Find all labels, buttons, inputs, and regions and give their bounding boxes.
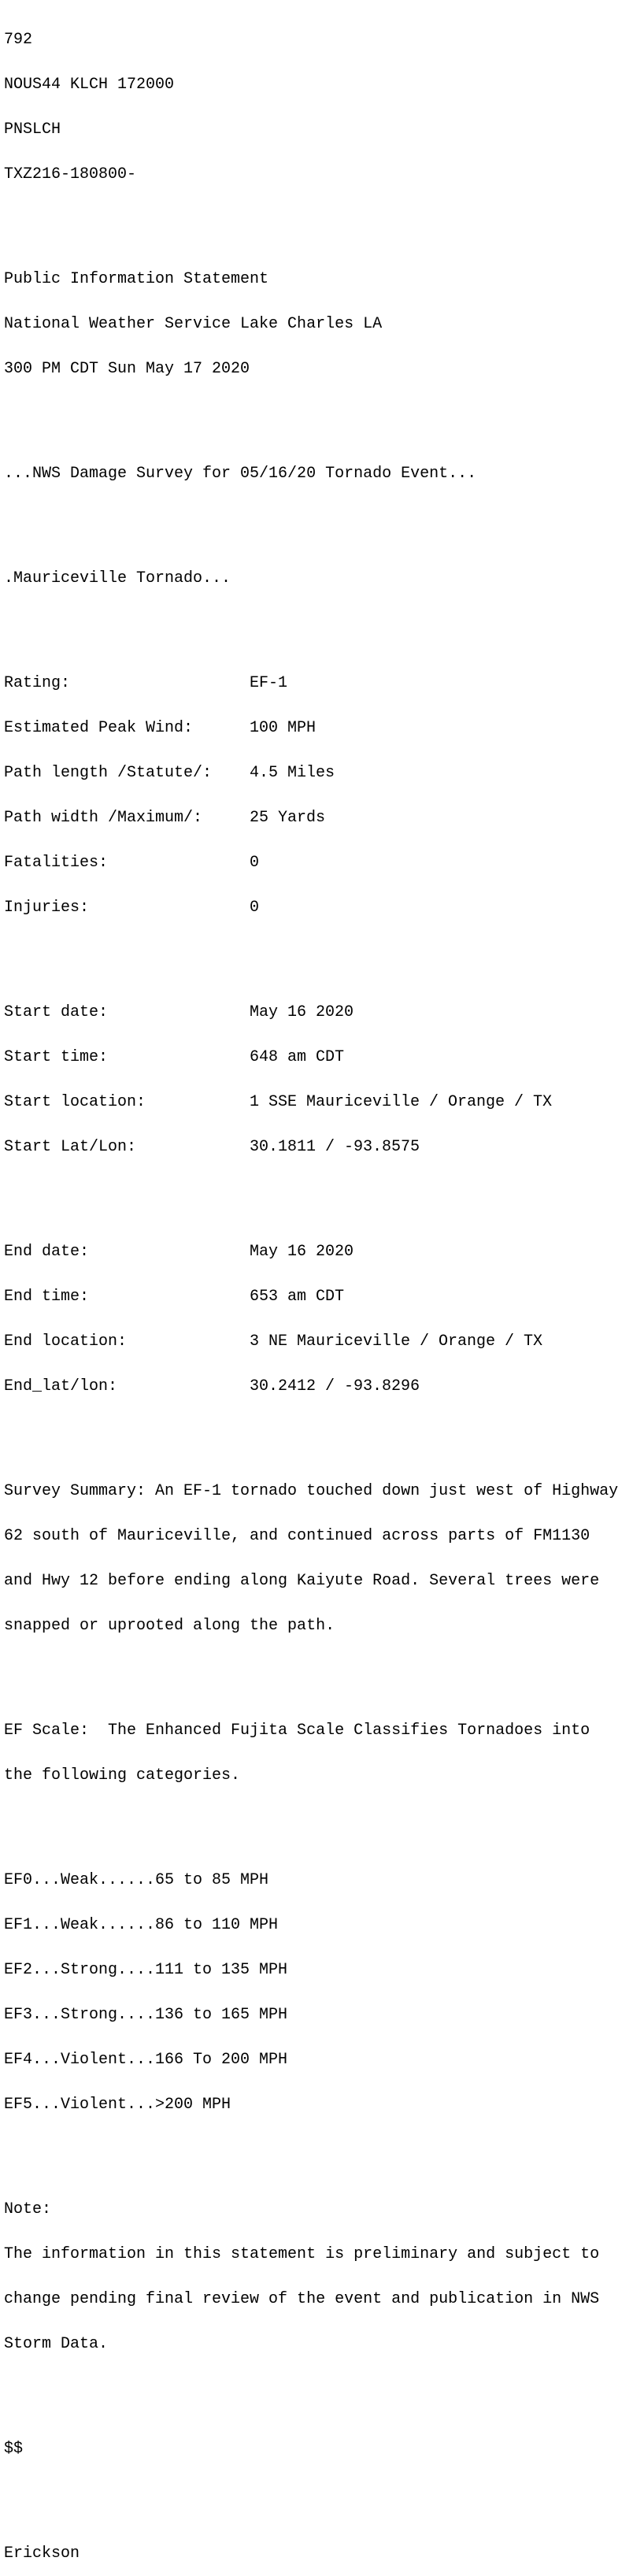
start-date-value: May 16 2020 [250, 1003, 354, 1021]
path-length-value: 4.5 Miles [250, 764, 335, 782]
header-line: PNSLCH [4, 120, 61, 139]
end-location-row [4, 1334, 618, 1349]
blank-line [4, 212, 618, 227]
fatalities-value: 0 [250, 854, 260, 872]
start-location-row [4, 1095, 618, 1110]
end-latlon-value: 30.2412 / -93.8296 [250, 1377, 420, 1395]
ef-scale-intro-line: EF Scale: The Enhanced Fujita Scale Classifies Tornadoes into [4, 1722, 591, 1740]
start-latlon-label: Start Lat/Lon: [4, 1138, 137, 1156]
ef-category-line: EF3...Strong....136 to 165 MPH [4, 2006, 288, 2024]
blank-line [4, 1813, 618, 1828]
rating-value: EF-1 [250, 674, 288, 692]
end-date-value: May 16 2020 [250, 1243, 354, 1261]
product-terminator: $$ [4, 2440, 24, 2458]
blank-line [4, 945, 618, 960]
header-line: 792 [4, 31, 33, 49]
nws-statement-document [4, 2, 618, 2576]
note-heading: Note: [4, 2200, 52, 2218]
blank-line [4, 2486, 618, 2501]
end-time-label: End time: [4, 1288, 90, 1306]
injuries-row [4, 900, 618, 915]
statement-title: Public Information Statement [4, 270, 269, 288]
injuries-label: Injuries: [4, 899, 90, 917]
blank-line [4, 616, 618, 631]
survey-heading: ...NWS Damage Survey for 05/16/20 Tornado Event... [4, 465, 477, 483]
summary-line: 62 south of Mauriceville, and continued across parts of FM1130 [4, 1527, 591, 1545]
peak-wind-value: 100 MPH [250, 719, 317, 737]
end-date-label: End date: [4, 1243, 90, 1261]
tornado-name: .Mauriceville Tornado... [4, 569, 231, 587]
fatalities-label: Fatalities: [4, 854, 109, 872]
note-line: Storm Data. [4, 2335, 109, 2353]
summary-line: Survey Summary: An EF-1 tornado touched down just west of Highway [4, 1482, 619, 1500]
end-location-value: 3 NE Mauriceville / Orange / TX [250, 1332, 543, 1351]
author-signature: Erickson [4, 2544, 80, 2563]
injuries-value: 0 [250, 899, 260, 917]
rating-row [4, 676, 618, 691]
ef-category-line: EF4...Violent...166 To 200 MPH [4, 2051, 288, 2069]
summary-line: snapped or uprooted along the path. [4, 1617, 335, 1635]
end-time-value: 653 am CDT [250, 1288, 345, 1306]
start-latlon-row [4, 1140, 618, 1155]
end-location-label: End location: [4, 1332, 128, 1351]
note-line: change pending final review of the event and publication in NWS [4, 2290, 600, 2308]
summary-line: and Hwy 12 before ending along Kaiyute Road. Several trees were [4, 1572, 600, 1590]
ef-category-line: EF2...Strong....111 to 135 MPH [4, 1961, 288, 1979]
end-latlon-label: End_lat/lon: [4, 1377, 118, 1395]
blank-line [4, 2381, 618, 2396]
path-width-value: 25 Yards [250, 809, 326, 827]
start-date-label: Start date: [4, 1003, 109, 1021]
header-line: TXZ216-180800- [4, 165, 137, 183]
ef-category-line: EF0...Weak......65 to 85 MPH [4, 1871, 269, 1889]
peak-wind-row [4, 721, 618, 736]
blank-line [4, 2142, 618, 2157]
start-latlon-value: 30.1811 / -93.8575 [250, 1138, 420, 1156]
ef-category-line: EF1...Weak......86 to 110 MPH [4, 1916, 279, 1934]
path-width-label: Path width /Maximum/: [4, 809, 203, 827]
statement-issued: 300 PM CDT Sun May 17 2020 [4, 360, 250, 378]
start-location-value: 1 SSE Mauriceville / Orange / TX [250, 1093, 553, 1111]
blank-line [4, 511, 618, 526]
start-location-label: Start location: [4, 1093, 146, 1111]
ef-category-line: EF5...Violent...>200 MPH [4, 2096, 231, 2114]
start-time-row [4, 1050, 618, 1065]
header-line: NOUS44 KLCH 172000 [4, 76, 175, 94]
rating-label: Rating: [4, 674, 71, 692]
ef-scale-intro-line: the following categories. [4, 1766, 241, 1785]
end-time-row [4, 1289, 618, 1304]
fatalities-row [4, 855, 618, 870]
end-latlon-row [4, 1379, 618, 1394]
blank-line [4, 1424, 618, 1439]
start-time-label: Start time: [4, 1048, 109, 1066]
peak-wind-label: Estimated Peak Wind: [4, 719, 194, 737]
blank-line [4, 406, 618, 421]
path-width-row [4, 810, 618, 825]
end-date-row [4, 1244, 618, 1259]
path-length-row [4, 765, 618, 780]
blank-line [4, 1184, 618, 1199]
start-time-value: 648 am CDT [250, 1048, 345, 1066]
blank-line [4, 1663, 618, 1678]
start-date-row [4, 1005, 618, 1020]
path-length-label: Path length /Statute/: [4, 764, 213, 782]
statement-office: National Weather Service Lake Charles LA [4, 315, 383, 333]
note-line: The information in this statement is preliminary and subject to [4, 2245, 600, 2263]
